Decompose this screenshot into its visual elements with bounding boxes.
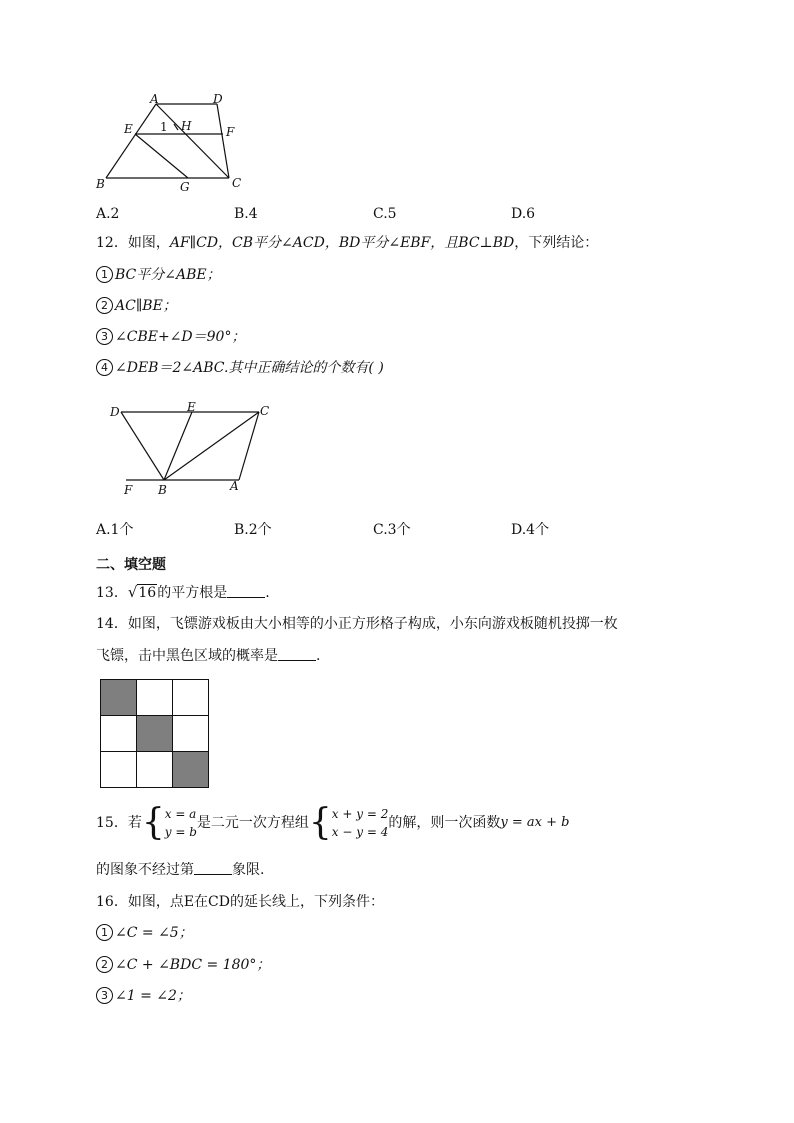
label-F: F	[124, 483, 133, 497]
circled-number: 2	[96, 956, 113, 973]
equation: x + y = 2	[331, 807, 389, 821]
grid-cell-light	[172, 715, 209, 752]
q15-line2-prefix: 的图象不经过第	[96, 862, 194, 878]
q13-text: 的平方根是	[157, 585, 228, 601]
q13-number: 13．	[96, 585, 128, 601]
label-A: A	[150, 92, 159, 106]
label-D: D	[110, 405, 120, 419]
left-brace: {	[308, 802, 332, 843]
q11-option-c: C.5	[373, 206, 397, 222]
q14-end: .	[316, 648, 321, 664]
q14-line2	[96, 646, 320, 666]
label-H: H	[181, 119, 192, 133]
label-C: C	[232, 176, 242, 190]
q16-item-1	[96, 923, 193, 943]
label-B: B	[158, 483, 167, 497]
grid-cell-light	[136, 751, 173, 788]
label-1: 1	[160, 120, 168, 134]
q12-option-c: C.3个	[373, 522, 411, 538]
label-D: D	[213, 92, 223, 106]
q12-stem-prefix: 12．如图，	[96, 235, 170, 251]
grid-cell-dark	[100, 679, 137, 716]
q12-item-3	[96, 327, 245, 347]
q14-line2-text: 飞镖，击中黑色区域的概率是	[96, 648, 278, 664]
q15-function: y = ax + b	[500, 815, 570, 830]
q15-solution-system	[165, 805, 197, 841]
dartboard-grid	[100, 679, 208, 787]
q12-option-b: B.2个	[234, 522, 272, 538]
grid-cell-light	[136, 679, 173, 716]
left-brace: {	[141, 802, 165, 843]
q14-line1: 14．如图，飞镖游戏板由大小相等的小正方形格子构成，小东向游戏板随机投掷一枚	[96, 616, 618, 632]
q12-stem	[96, 233, 598, 253]
answer-blank[interactable]	[227, 585, 265, 598]
equation: x − y = 4	[331, 825, 389, 839]
q11-option-a: A.2	[96, 206, 120, 222]
q16-item-3	[96, 986, 191, 1006]
label-F: F	[226, 125, 235, 139]
q11-option-b: B.4	[234, 206, 258, 222]
q16-item-text: ∠C = ∠5；	[115, 925, 193, 941]
label-B: B	[96, 177, 105, 191]
circled-number: 3	[96, 987, 113, 1004]
q15-line2-suffix: 象限.	[232, 862, 265, 878]
circled-number: 2	[96, 297, 113, 314]
label-G: G	[180, 180, 190, 194]
label-A: A	[230, 479, 239, 493]
q15-equation-system	[332, 805, 389, 841]
q15-line1	[96, 803, 569, 843]
circled-number: 1	[96, 924, 113, 941]
q15-post-text: 的解，则一次函数	[388, 815, 501, 831]
q12-item-4	[96, 358, 384, 378]
q15-mid-text: 是二元一次方程组	[196, 815, 309, 831]
grid-cell-light	[100, 715, 137, 752]
q16-item-text: ∠C + ∠BDC = 180°；	[115, 957, 271, 973]
q12-item-2	[96, 296, 177, 316]
grid-cell-dark	[172, 751, 209, 788]
grid-cell-light	[100, 751, 137, 788]
q12-item-text: ∠CBE+∠D＝90°；	[115, 329, 246, 345]
q16-item-2	[96, 955, 270, 975]
q12-item-text: AC∥BE；	[115, 298, 177, 314]
grid-cell-dark	[136, 715, 173, 752]
circled-number: 4	[96, 359, 113, 376]
q13-radicand: 16	[138, 585, 157, 601]
label-E: E	[124, 122, 133, 136]
q11-option-d: D.6	[511, 206, 536, 222]
section-title: 二、填空题	[96, 557, 166, 573]
label-E: E	[187, 400, 196, 414]
equation: y = b	[164, 825, 197, 839]
equation: x = a	[164, 807, 197, 821]
answer-blank[interactable]	[278, 648, 316, 661]
label-C: C	[260, 404, 270, 418]
q15-number: 15．若	[96, 815, 142, 831]
circled-number: 3	[96, 328, 113, 345]
q13-end: .	[265, 585, 270, 601]
circled-number: 1	[96, 266, 113, 283]
q12-stem-suffix: ，下列结论：	[514, 235, 599, 251]
q13: 13．√16的平方根是 .	[96, 583, 270, 601]
q12-item-1	[96, 265, 221, 285]
grid-cell-light	[172, 679, 209, 716]
q12-item-text: BC平分∠ABE；	[115, 267, 221, 283]
q12-option-d: D.4个	[511, 522, 550, 538]
q15-line2	[96, 860, 264, 880]
figure-parallelogram-q12	[104, 400, 279, 500]
q12-stem-math: AF∥CD，CB平分∠ACD，BD平分∠EBF，且BC⊥BD	[169, 235, 515, 251]
answer-blank[interactable]	[194, 862, 232, 875]
q12-item-text: ∠DEB＝2∠ABC.其中正确结论的个数有( )	[115, 360, 384, 376]
figure-trapezoid-q11	[92, 92, 252, 194]
q16-stem: 16．如图，点E在CD的延长线上，下列条件：	[96, 894, 384, 910]
q12-option-a: A.1个	[96, 522, 134, 538]
q16-item-text: ∠1 = ∠2；	[115, 988, 191, 1004]
